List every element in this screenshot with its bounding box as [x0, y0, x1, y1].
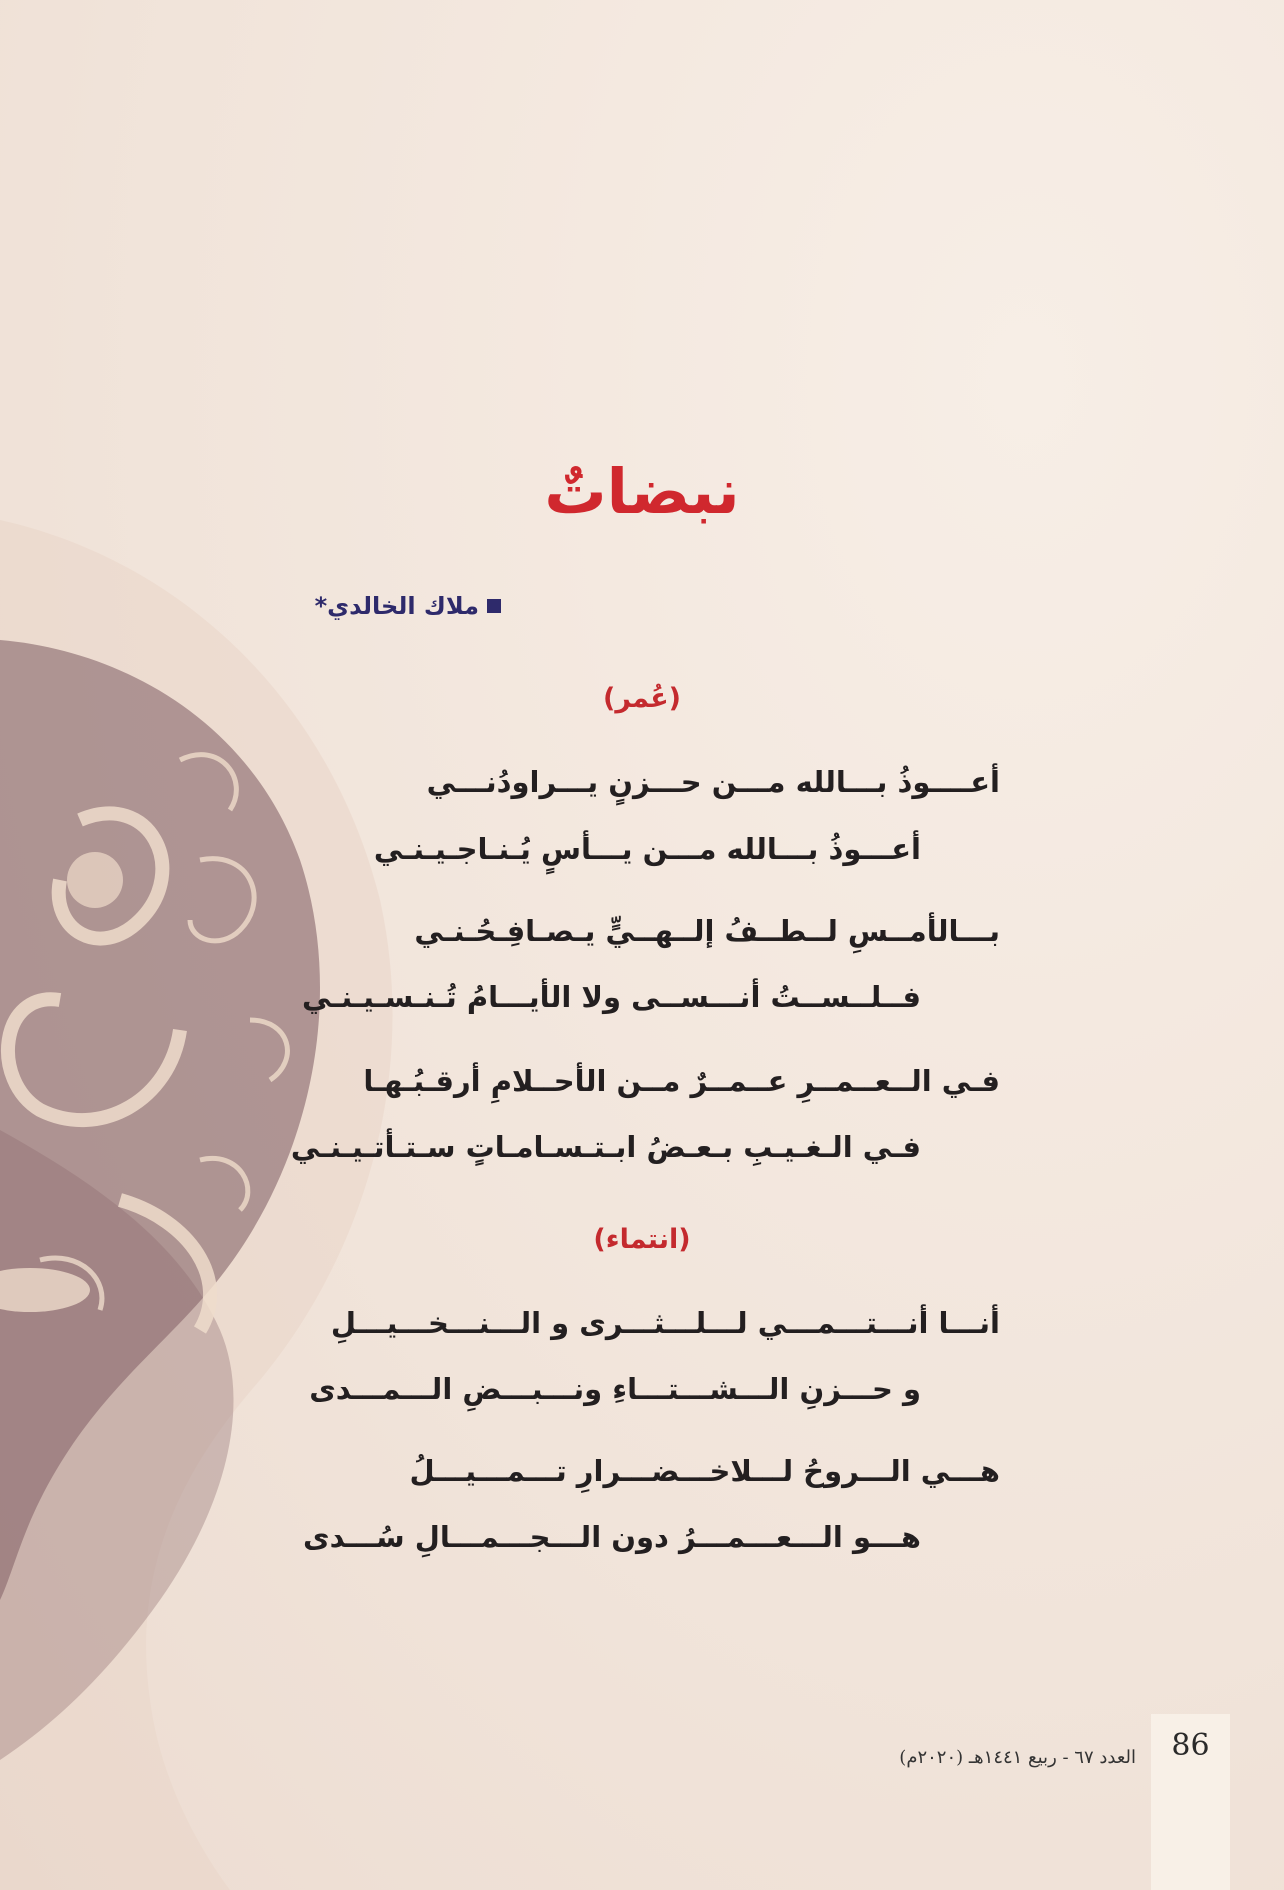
- verse-line: هـــو الـــعـــمـــرُ دون الـــجـــمـــالِ سُـــدى: [303, 1520, 921, 1554]
- poem-title: نبضاتٌ: [544, 455, 740, 528]
- verse-line: أعـــوذُ بـــالله مـــن يـــأسٍ يُـنـاجـيـنـي: [373, 832, 921, 866]
- verse-line: فـي الـغـيـبِ بـعـضُ ابـتـسـامـاتٍ سـتـأتـيـنـي: [290, 1130, 921, 1164]
- issue-info: العدد ٦٧ - ربيع ١٤٤١هـ (٢٠٢٠م): [899, 1747, 1136, 1768]
- section-heading-omr: (عُمر): [602, 683, 682, 714]
- verse-line: أعــــوذُ بـــالله مـــن حـــزنٍ يـــراودُنـــي: [426, 765, 1000, 799]
- author-byline: [315, 592, 501, 620]
- verse-line: هـــي الـــروحُ لـــلاخـــضـــرارِ تـــمـــيـــلُ: [409, 1454, 1000, 1488]
- verse-line: فـي الــعــمــرِ عــمــرٌ مــن الأحــلامِ أرقـبُـهـا: [363, 1064, 1000, 1098]
- author-name: ملاك الخالدي*: [314, 592, 479, 620]
- verse-line: فــلــســتُ أنـــســى ولا الأيـــامُ تُـنـسـيـنـي: [301, 980, 921, 1014]
- page-number: 86: [1171, 1728, 1210, 1763]
- verse-line: و حـــزنِ الـــشـــتـــاءِ ونـــبـــضِ الـــمـــدى: [309, 1372, 921, 1406]
- bullet-square-icon: [487, 599, 501, 613]
- verse-line: أنـــا أنـــتـــمـــي لـــلـــثـــرى و الـــنـــخـــيـــلِ: [330, 1306, 1000, 1340]
- section-heading-intimaa: (انتماء): [593, 1224, 691, 1255]
- verse-line: بـــالأمــسِ لــطــفُ إلــهــيٍّ يـصـافِـحُـنـي: [414, 914, 1000, 948]
